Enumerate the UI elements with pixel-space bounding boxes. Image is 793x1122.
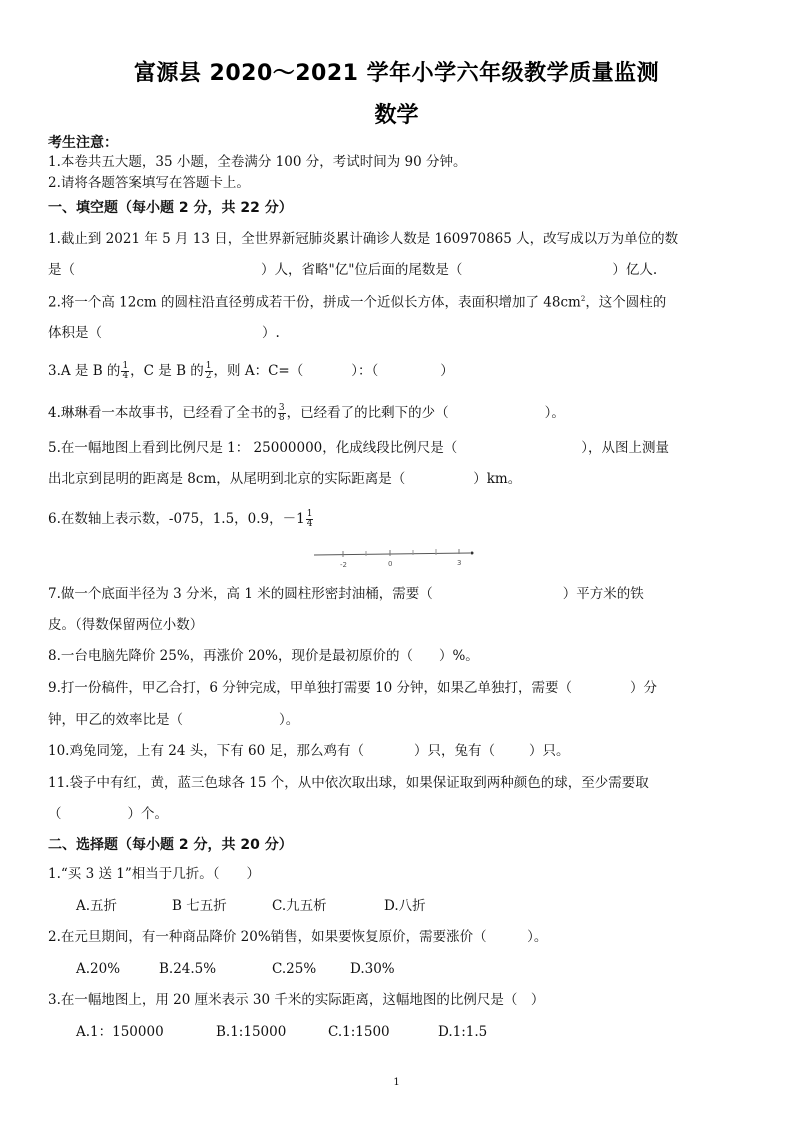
q3-text-b: ，C 是 B 的: [130, 363, 204, 379]
q10-text-c: ）只。: [529, 743, 570, 759]
q4-text-b: ，已经看了的比剩下的少（: [286, 405, 449, 421]
q6-text: 6.在数轴上表示数，-075，1.5，0.9，－1: [48, 511, 305, 527]
q1-text-c: ）亿人.: [612, 262, 658, 278]
mc-q2-option-d[interactable]: D.30%: [350, 961, 395, 977]
q2-text-b: ，这个圆柱的: [585, 294, 667, 311]
q5-line2: [48, 473, 521, 487]
mc-q3-option-d[interactable]: D.1:1.5: [438, 1024, 488, 1040]
svg-text:0: 0: [388, 560, 393, 568]
mc-q2-option-a[interactable]: A.20%: [76, 961, 121, 977]
mc-q3-options: [76, 1026, 487, 1040]
q9-line1: [48, 682, 657, 696]
mc-q1-options: [76, 900, 426, 914]
notice-item-1: 1.本卷共五大题，35 小题，全卷满分 100 分，考试时间为 90 分钟。: [48, 154, 467, 170]
q2-text-d: ）.: [262, 325, 280, 341]
mc-q3-option-b[interactable]: B.1:15000: [216, 1024, 287, 1040]
q4-text-a: 4.琳琳看一本故事书，已经看了全书的: [48, 405, 277, 421]
number-line: [310, 545, 480, 571]
q5-line1: [48, 442, 669, 456]
q9-text-b: ）分: [630, 680, 658, 696]
q1-line2: [48, 264, 657, 278]
q1-text-b: ）人，省略"亿"位后面的尾数是（: [261, 262, 463, 278]
mc-q1-option-a[interactable]: A.五折: [76, 898, 118, 914]
q4-text-c: ）。: [544, 405, 565, 421]
mc-q3-option-c[interactable]: C.1:1500: [328, 1024, 390, 1040]
q11-text-b: ）个。: [127, 806, 168, 822]
q2-line1: [48, 296, 666, 310]
mc-q1-option-b[interactable]: B 七五折: [172, 898, 227, 914]
mc-q2-options: [76, 963, 395, 977]
q7-line1: [48, 588, 644, 602]
notice-item-2: 2.请将各题答案填写在答题卡上。: [48, 175, 250, 191]
section2-heading: 二、选择题（每小题 2 分，共 20 分）: [48, 837, 293, 853]
mc-q3-stem: 3.在一幅地图上，用 20 厘米表示 30 千米的实际距离，这幅地图的比例尺是（ ）: [48, 992, 545, 1008]
q3-text-e: ）: [440, 363, 454, 379]
q3-text-d: ）：（: [351, 363, 379, 379]
q9-text-d: ）。: [279, 712, 300, 728]
q11-text-a: （: [48, 806, 62, 822]
q7-text-b: ）平方米的铁: [562, 586, 644, 602]
q7-line2: 皮。（得数保留两位小数）: [48, 617, 204, 633]
section1-heading: 一、填空题（每小题 2 分，共 22 分）: [48, 200, 293, 216]
q9-text-c: 钟，甲乙的效率比是（: [48, 712, 183, 728]
mc-q1-option-d[interactable]: D.八折: [384, 898, 426, 914]
q5-text-c: 出北京到昆明的距离是 8cm，从尾明到北京的实际距离是（: [48, 471, 406, 487]
q11-line1: 11.袋子中有红，黄，蓝三色球各 15 个，从中依次取出球，如果保证取到两种颜色的球，至少需要取: [48, 775, 649, 791]
q3-fraction-2: $\frac{1}{2}$: [205, 361, 212, 381]
q2-line2: [48, 327, 280, 341]
exam-title: 富源县 2020～2021 学年小学六年级教学质量监测: [133, 61, 660, 86]
svg-text:-2: -2: [340, 561, 347, 569]
q10-line: [48, 745, 570, 759]
q8-line: [48, 650, 479, 664]
mc-q2-option-c[interactable]: C.25%: [272, 961, 317, 977]
notice-heading: 考生注意：: [48, 135, 118, 151]
q5-text-a: 5.在一幅地图上看到比例尺是 1： 25000000，化成线段比例尺是（: [48, 440, 458, 456]
mc-q3-option-a[interactable]: A.1：150000: [76, 1024, 164, 1040]
q3-text-c: ，则 A：C=（: [213, 363, 304, 379]
mc-q1-stem: 1.“买 3 送 1”相当于几折。（ ）: [48, 866, 260, 882]
q3-line: [48, 362, 454, 381]
q11-line2: [48, 808, 168, 822]
q6-mixed-fraction: $\frac{1}{4}$: [306, 509, 313, 529]
page-number: 1: [393, 1077, 400, 1088]
q7-text-a: 7.做一个底面半径为 3 分米，高 1 米的圆柱形密封油桶，需要（: [48, 586, 433, 602]
q4-fraction: $\frac{3}{8}$: [278, 403, 285, 423]
q8-text-b: ）%。: [438, 648, 479, 664]
q10-text-b: ）只，兔有（: [414, 743, 495, 759]
q9-text-a: 9.打一份稿件，甲乙合打，6 分钟完成，甲单独打需要 10 分钟，如果乙单独打，需要（: [48, 680, 573, 696]
q2-text-a: 2.将一个高 12cm 的圆柱沿直径剪成若干份，拼成一个近似长方体，表面积增加了 48cm: [48, 294, 581, 311]
q5-text-b: ），从图上测量: [581, 440, 670, 456]
q3-text-a: 3.A 是 B 的: [48, 363, 121, 379]
q8-text-a: 8.一台电脑先降价 25%，再涨价 20%，现价是最初原价的（: [48, 648, 413, 664]
mc-q1-option-c[interactable]: C.九五析: [272, 898, 327, 914]
q3-fraction-1: $\frac{1}{4}$: [122, 361, 129, 381]
exam-subject: 数学: [374, 103, 419, 128]
svg-text:3: 3: [457, 559, 462, 567]
mc-q2-option-b[interactable]: B.24.5%: [159, 961, 217, 977]
q4-line: [48, 404, 565, 423]
mc-q2-stem: 2.在元旦期间，有一种商品降价 20%销售，如果要恢复原价，需要涨价（ ）。: [48, 929, 548, 945]
q1-text-a: 是（: [48, 262, 75, 278]
q5-text-d: ）km。: [473, 471, 522, 487]
q10-text-a: 10.鸡兔同笼，上有 24 头，下有 60 足，那么鸡有（: [48, 743, 364, 759]
q1-line1: 1.截止到 2021 年 5 月 13 日，全世界新冠肺炎累计确诊人数是 160970865 人，改写成以万为单位的数: [48, 231, 679, 247]
q6-line: [48, 510, 314, 529]
q2-superscript: 2: [580, 295, 586, 303]
q9-line2: [48, 714, 299, 728]
q2-text-c: 体积是（: [48, 325, 102, 341]
